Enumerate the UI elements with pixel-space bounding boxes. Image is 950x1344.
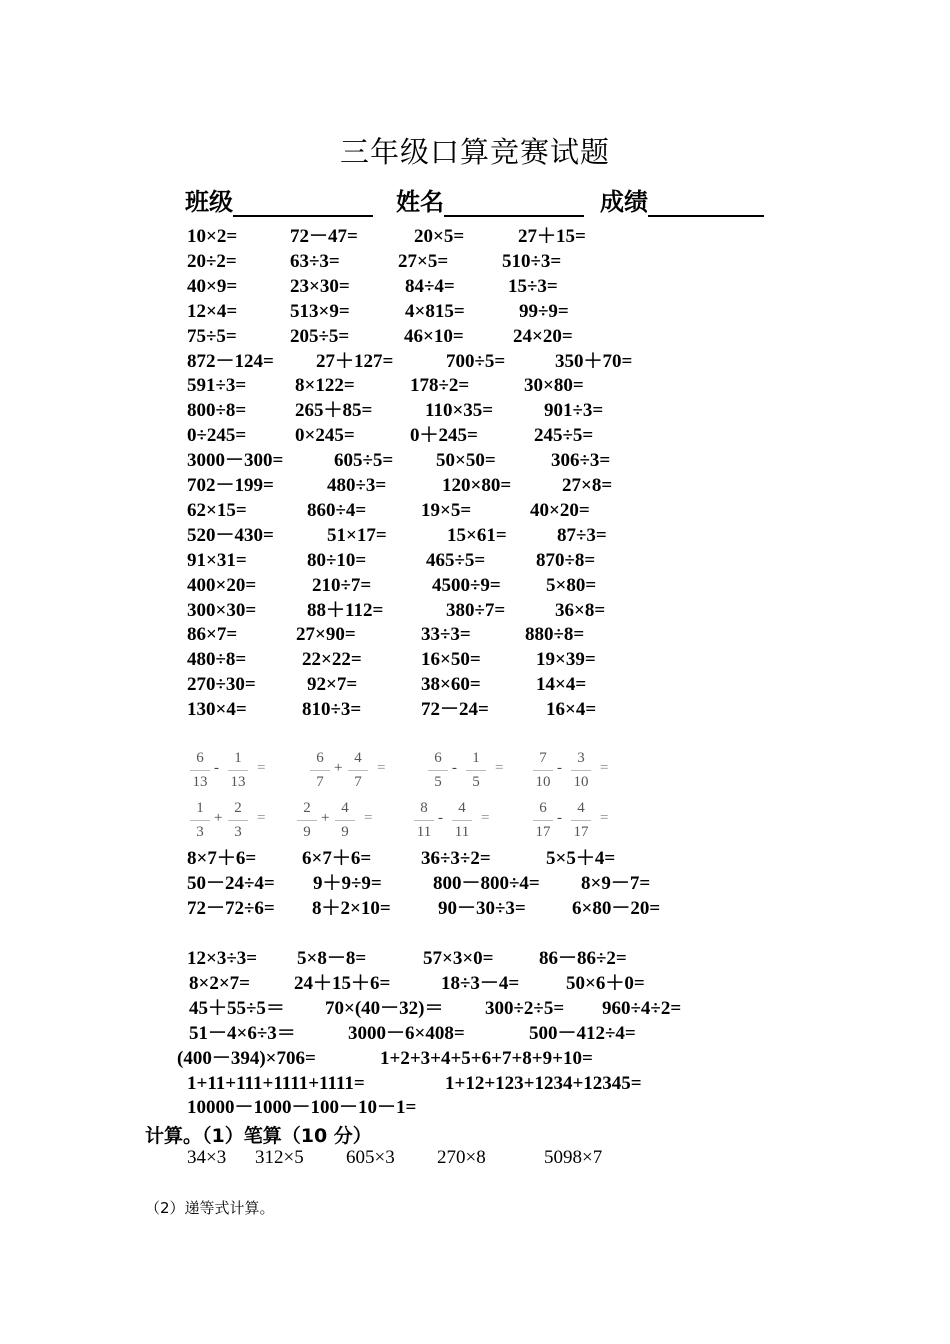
problem: 10000－1000－100－10－1= (187, 1097, 417, 1119)
header-score (600, 182, 764, 217)
equals-sign: = (257, 810, 266, 826)
written-problem: 270×8 (437, 1147, 486, 1168)
problem: 27×8= (562, 475, 613, 496)
operator: + (321, 810, 330, 826)
operator: - (557, 760, 562, 776)
problem: 51×17= (327, 524, 387, 546)
problem: 480÷3= (327, 475, 387, 496)
fraction (530, 798, 556, 843)
problem: 350＋70= (555, 350, 633, 372)
written-problem: 605×3 (346, 1147, 395, 1168)
problem: 40×20= (530, 499, 590, 521)
problem: 8×7＋6= (187, 848, 257, 869)
numerator: 4 (354, 750, 362, 766)
problem: 91×31= (187, 549, 247, 571)
denominator: 11 (416, 824, 432, 840)
problem: 15×61= (447, 524, 507, 546)
numerator: 1 (472, 750, 480, 766)
problem: 205÷5= (290, 325, 350, 347)
problem: 5×80= (546, 574, 597, 596)
problem: 300×30= (187, 599, 257, 621)
problem: 0÷245= (187, 425, 247, 447)
fraction (187, 748, 213, 793)
equals-sign: = (600, 810, 609, 826)
denominator: 11 (454, 824, 470, 840)
problem: 270÷30= (187, 674, 256, 696)
problem: 810÷3= (302, 699, 362, 721)
problem: 5×8－8= (297, 948, 367, 969)
numerator: 2 (303, 800, 311, 816)
problem: 178÷2= (410, 375, 470, 397)
problem: 510÷3= (502, 250, 562, 272)
problem: 19×5= (421, 499, 472, 521)
fraction-bar (466, 770, 486, 771)
problem: 70×(40－32)＝ (325, 997, 444, 1019)
score-blank[interactable] (648, 189, 764, 217)
problem: 86－86÷2= (539, 948, 627, 969)
numerator: 6 (434, 750, 442, 766)
problem: 27＋15= (518, 226, 586, 247)
problem: 72－47= (290, 226, 358, 247)
problem: 880÷8= (525, 624, 585, 646)
denominator: 3 (234, 824, 242, 840)
written-problem: 34×3 (187, 1147, 227, 1168)
fraction-bar (190, 770, 210, 771)
problem: 591÷3= (187, 375, 247, 397)
problem: 400×20= (187, 574, 257, 596)
fraction-bar (348, 770, 368, 771)
problem: 465÷5= (426, 549, 486, 571)
problem: 50×6＋0= (566, 972, 645, 994)
problem: 12×3÷3= (187, 948, 258, 969)
problem: 700÷5= (446, 350, 506, 372)
numerator: 3 (577, 750, 585, 766)
problem: 20÷2= (187, 250, 237, 272)
problem: (400－394)×706= (177, 1047, 316, 1069)
section-title: 计算。（1）笔算（10 分） (145, 1125, 372, 1147)
problem: 605÷5= (334, 450, 394, 472)
written-problem: 312×5 (255, 1147, 304, 1168)
fraction (225, 798, 251, 843)
denominator: 5 (472, 774, 480, 790)
problem: 84÷4= (405, 275, 455, 297)
problem: 120×80= (442, 475, 512, 496)
operator: + (214, 810, 223, 826)
problem: 10×2= (187, 226, 238, 247)
problem: 901÷3= (544, 400, 604, 422)
fraction-bar (190, 820, 210, 821)
fraction-bar (533, 820, 553, 821)
denominator: 13 (192, 774, 208, 790)
problem: 1+12+123+1234+12345= (445, 1072, 642, 1094)
fraction-bar (228, 770, 248, 771)
problem: 92×7= (307, 674, 358, 696)
problem: 860÷4= (307, 499, 367, 521)
denominator: 9 (341, 824, 349, 840)
problem: 86×7= (187, 624, 238, 646)
problem: 38×60= (421, 674, 481, 696)
fraction-bar (414, 820, 434, 821)
fraction (463, 748, 489, 793)
fraction (345, 748, 371, 793)
problem: 15÷3= (508, 275, 558, 297)
problem: 513×9= (290, 300, 350, 322)
denominator: 7 (354, 774, 362, 790)
problem: 306÷3= (551, 450, 611, 472)
fraction-bar (571, 770, 591, 771)
denominator: 17 (535, 824, 551, 840)
problem: 130×4= (187, 699, 247, 721)
problem: 960÷4÷2= (602, 997, 682, 1019)
numerator: 2 (234, 800, 242, 816)
problem: 24＋15＋6= (294, 972, 391, 994)
fraction (332, 798, 358, 843)
problem: 27＋127= (316, 350, 394, 372)
denominator: 5 (434, 774, 442, 790)
problem: 87÷3= (557, 524, 607, 546)
fraction (530, 748, 556, 793)
numerator: 1 (196, 800, 204, 816)
operator: - (452, 760, 457, 776)
fraction-bar (297, 820, 317, 821)
problem: 90－30÷3= (438, 897, 526, 919)
problem: 50×50= (436, 450, 496, 472)
class-label: 班级 (185, 188, 233, 216)
problem: 36÷3÷2= (421, 848, 491, 869)
operator: - (557, 810, 562, 826)
problem: 18÷3－4= (441, 972, 520, 994)
problem: 702－199= (187, 475, 274, 496)
problem: 800÷8= (187, 400, 247, 422)
problem: 300÷2÷5= (485, 997, 565, 1019)
fraction-bar (428, 770, 448, 771)
problem: 20×5= (414, 226, 465, 247)
problem: 99÷9= (519, 300, 569, 322)
operator: - (438, 810, 443, 826)
class-blank[interactable] (233, 189, 373, 217)
problem: 46×10= (404, 325, 464, 347)
problem: 45＋55÷5＝ (189, 997, 285, 1019)
problem: 16×50= (421, 649, 481, 671)
score-label: 成绩 (600, 188, 648, 216)
problem: 3000－300= (187, 450, 284, 472)
problem: 480÷8= (187, 649, 247, 671)
fraction (568, 748, 594, 793)
numerator: 8 (420, 800, 428, 816)
problem: 265＋85= (295, 400, 373, 422)
numerator: 4 (458, 800, 466, 816)
problem: 210÷7= (312, 574, 372, 596)
numerator: 6 (316, 750, 324, 766)
problem: 33÷3= (421, 624, 471, 646)
problem: 245÷5= (534, 425, 594, 447)
problem: 500－412÷4= (529, 1022, 636, 1044)
problem: 5×5＋4= (546, 848, 616, 869)
problem: 8＋2×10= (312, 897, 391, 919)
name-label: 姓名 (396, 188, 444, 216)
problem: 72－24= (421, 699, 489, 721)
equals-sign: = (481, 810, 490, 826)
fraction (425, 748, 451, 793)
problem: 12×4= (187, 300, 238, 322)
problem: 380÷7= (446, 599, 506, 621)
problem: 870÷8= (536, 549, 596, 571)
problem: 8×9－7= (581, 872, 651, 894)
fraction (225, 748, 251, 793)
fraction-bar (571, 820, 591, 821)
denominator: 7 (316, 774, 324, 790)
problem: 30×80= (524, 375, 584, 397)
name-blank[interactable] (444, 189, 584, 217)
problem: 6×80－20= (572, 897, 661, 919)
problem: 16×4= (546, 699, 597, 721)
problem: 24×20= (513, 325, 573, 347)
fraction-bar (452, 820, 472, 821)
equals-sign: = (364, 810, 373, 826)
fraction (449, 798, 475, 843)
page-title: 三年级口算竞赛试题 (339, 135, 610, 169)
problem: 1+11+111+1111+1111= (187, 1072, 365, 1094)
problem: 0＋245= (410, 425, 478, 447)
problem: 80÷10= (307, 549, 367, 571)
problem: 51－4×6÷3＝ (189, 1022, 296, 1044)
problem: 27×5= (398, 250, 449, 272)
operator: - (214, 760, 219, 776)
problem: 19×39= (536, 649, 596, 671)
fraction (411, 798, 437, 843)
header-class (185, 182, 373, 217)
problem: 1+2+3+4+5+6+7+8+9+10= (380, 1047, 593, 1069)
problem: 27×90= (296, 624, 356, 646)
problem: 9＋9÷9= (313, 872, 382, 894)
fraction-bar (310, 770, 330, 771)
denominator: 13 (230, 774, 246, 790)
problem: 75÷5= (187, 325, 237, 347)
problem: 6×7＋6= (302, 848, 372, 869)
problem: 22×22= (302, 649, 362, 671)
written-problem: 5098×7 (544, 1147, 603, 1168)
fraction (187, 798, 213, 843)
problem: 63÷3= (290, 250, 340, 272)
operator: + (334, 760, 343, 776)
numerator: 1 (234, 750, 242, 766)
problem: 23×30= (290, 275, 350, 297)
numerator: 4 (341, 800, 349, 816)
problem: 4×815= (405, 300, 465, 322)
problem: 14×4= (536, 674, 587, 696)
denominator: 9 (303, 824, 311, 840)
equals-sign: = (495, 760, 504, 776)
problem: 8×2×7= (189, 972, 250, 994)
equals-sign: = (377, 760, 386, 776)
problem: 8×122= (295, 375, 355, 397)
problem: 72－72÷6= (187, 897, 275, 919)
subsection-title: （2）递等式计算。 (145, 1199, 275, 1217)
problem: 520－430= (187, 524, 274, 546)
problem: 0×245= (295, 425, 355, 447)
fraction (307, 748, 333, 793)
problem: 57×3×0= (423, 948, 494, 969)
numerator: 7 (539, 750, 547, 766)
problem: 88＋112= (307, 599, 384, 621)
problem: 40×9= (187, 275, 238, 297)
problem: 800－800÷4= (433, 872, 540, 894)
problem: 872－124= (187, 350, 274, 372)
problem: 3000－6×408= (348, 1022, 465, 1044)
equals-sign: = (257, 760, 266, 776)
numerator: 6 (196, 750, 204, 766)
fraction (294, 798, 320, 843)
fraction (568, 798, 594, 843)
problem: 50－24÷4= (187, 872, 275, 894)
denominator: 10 (573, 774, 589, 790)
header-name (396, 182, 584, 217)
problem: 62×15= (187, 499, 247, 521)
fraction-bar (533, 770, 553, 771)
denominator: 3 (196, 824, 204, 840)
problem: 4500÷9= (432, 574, 501, 596)
numerator: 6 (539, 800, 547, 816)
problem: 36×8= (555, 599, 606, 621)
problem: 110×35= (425, 400, 494, 422)
denominator: 10 (535, 774, 551, 790)
equals-sign: = (600, 760, 609, 776)
fraction-bar (335, 820, 355, 821)
denominator: 17 (573, 824, 589, 840)
numerator: 4 (577, 800, 585, 816)
fraction-bar (228, 820, 248, 821)
